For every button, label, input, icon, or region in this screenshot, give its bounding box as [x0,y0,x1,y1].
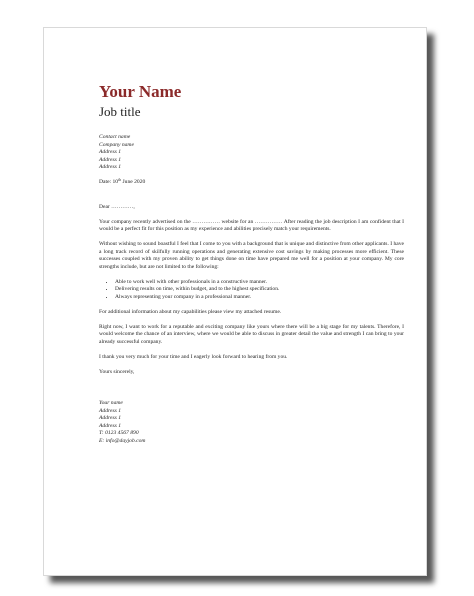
letter-body [99,204,404,377]
sender-address-line: Address 1 [99,407,122,414]
letter-date [99,179,404,187]
sender-block [99,400,404,446]
body-paragraph: Without wishing to sound boastful I feel that I come to you with a background that is unique and distinctive from other applicants. I have a long track record of skilfully running operations and generating extensive cost savings by making processes more efficient. These successes coupled with my proven ability to get things done on time have prepared me well for a position at your company. My core strengths include, but are not limited to the following: [99,241,404,270]
document-page [43,27,427,576]
recipient-address-line: Address 1 [99,149,122,156]
list-item: • Able to work well with other professionals in a constructive manner. [115,279,404,287]
recipient-block [99,134,404,172]
list-item: • Always representing your company in a professional manner. [115,294,404,302]
strengths-list [99,279,404,302]
body-paragraph: For additional information about my capabilities please view my attached resume. [99,308,282,315]
list-item: • Delivering results on time, within budget, and to the highest specification. [115,286,404,294]
date-suffix: June 2020 [121,178,146,185]
body-paragraph: I thank you very much for your time and I eagerly look forward to hearing from you. [99,353,288,360]
recipient-contact-name: Contact name [99,134,131,140]
recipient-address-line: Address 1 [99,156,122,163]
salutation: Dear …………, [99,203,135,210]
letter-content [99,82,404,446]
closing: Yours sincerely, [99,368,135,375]
applicant-name: Your Name [99,82,182,101]
sender-address-line: Address 1 [99,422,122,429]
sender-address-line: Address 1 [99,415,122,422]
sender-email: E: info@dayjob.com [99,438,146,445]
sender-phone: T: 0123 4567 890 [99,430,139,437]
recipient-company-name: Company name [99,141,134,148]
recipient-address-line: Address 1 [99,164,122,171]
body-paragraph: Your company recently advertised on the …………… website for an …………… After reading the job description I am confident that I would be a perfect fit for this position as my experience and abilities precisely match your requirements. [99,218,404,233]
body-paragraph: Right now, I want to work for a reputable and exciting company like yours where there will be a big stage for my talents. Therefore, I would welcome the chance of an interview, where we would be able to discuss in greater detail the value and strength I can bring to your already successful company. [99,323,404,345]
sender-name: Your name [99,400,123,407]
date-prefix: Date: 10 [99,178,119,185]
job-title: Job title [99,104,141,119]
date-ordinal: th [118,177,122,182]
